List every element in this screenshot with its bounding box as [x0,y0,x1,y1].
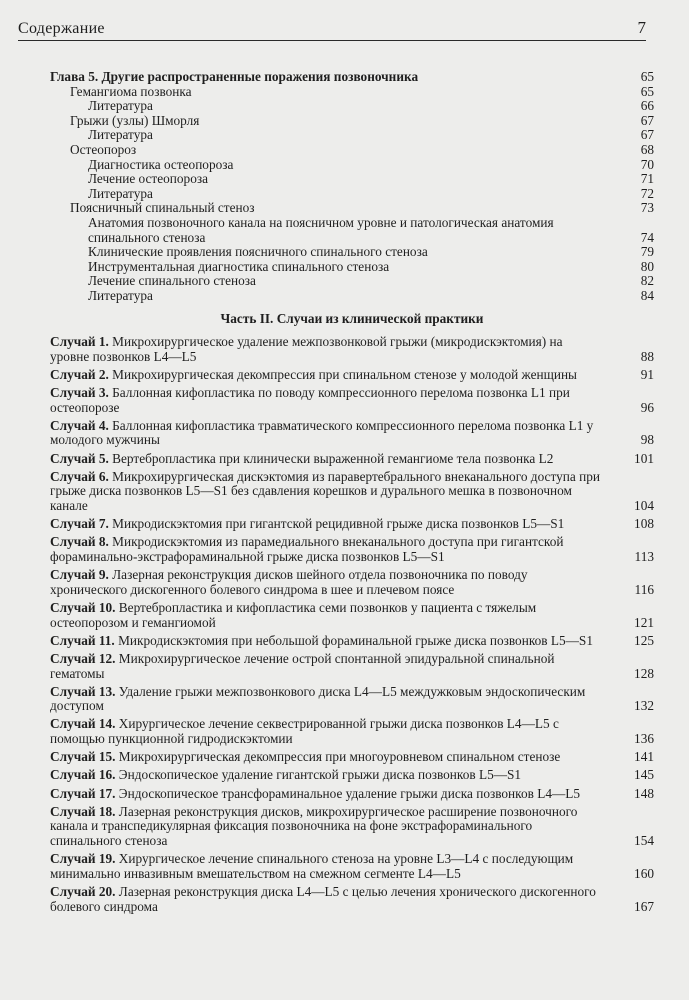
toc-entry[interactable] [50,216,654,245]
case-entry[interactable] [50,601,654,630]
case-label: Случай 13. [50,683,116,699]
case-entry[interactable] [50,368,654,383]
toc-entry-page: 79 [640,244,654,260]
case-entry[interactable] [50,805,654,849]
case-label: Случай 5. [50,450,109,466]
case-page: 88 [640,348,654,364]
case-entry[interactable] [50,452,654,467]
toc-entry[interactable] [50,274,654,289]
case-label: Случай 16. [50,767,116,783]
case-label: Случай 14. [50,716,116,732]
toc-entry-page: 70 [640,156,654,172]
case-page: 121 [634,614,654,630]
case-label: Случай 12. [50,650,116,666]
toc-entry-page: 74 [640,229,654,245]
case-title: Хирургическое лечение секвестрированной грыжи диска позвонков L4—L5 с помощью пункционной гидродискэктомии [50,716,559,747]
case-entry[interactable] [50,852,654,881]
case-entry-text [50,852,602,881]
toc-entry-page: 84 [640,287,654,303]
toc-entry-title: Лечение спинального стеноза [88,273,256,289]
case-title: Лазерная реконструкция диска L4—L5 с целью лечения хронического дискогенного болевого синдрома [50,883,596,914]
case-entry-text [50,717,602,746]
case-title: Микродискэктомия при небольшой фораминальной грыже диска позвонков L5—S1 [118,632,593,648]
case-page: 167 [634,898,654,914]
toc-entry-title: Остеопороз [70,141,137,157]
case-entry[interactable] [50,750,654,765]
toc-entry-page: 66 [640,98,654,114]
case-label: Случай 18. [50,803,116,819]
case-label: Случай 19. [50,851,116,867]
case-entry-text [50,535,602,564]
case-title: Микрохирургическое удаление межпозвонковой грыжи (микродискэктомия) на уровне позвонков L4—L5 [50,334,563,364]
case-label: Случай 8. [50,534,109,550]
case-entry[interactable] [50,885,654,914]
case-page: 116 [634,581,654,597]
toc-entry-title: Литература [88,127,153,143]
toc-entry[interactable] [50,128,654,143]
chapter-entry[interactable] [50,70,654,85]
case-label: Случай 20. [50,883,116,899]
case-title: Удаление грыжи межпозвонкового диска L4—L5 междужковым эндоскопическим доступом [50,683,586,714]
toc-entry-title: Анатомия позвоночного канала на поясничном уровне и патологическая анатомия спинального стеноза [88,214,554,245]
case-entry[interactable] [50,568,654,597]
case-entry-text [50,768,602,783]
case-title: Микрохирургическая декомпрессия при многоуровневом спинальном стенозе [118,749,561,765]
case-page: 101 [634,450,654,466]
case-entry[interactable] [50,717,654,746]
case-page: 145 [634,767,654,783]
toc-entry[interactable] [50,187,654,202]
case-entry[interactable] [50,768,654,783]
case-entry-text [50,601,602,630]
case-entry[interactable] [50,787,654,802]
case-page: 113 [634,548,654,564]
toc-entry[interactable] [50,260,654,275]
case-entry-text [50,750,602,765]
case-entry[interactable] [50,386,654,415]
case-entry[interactable] [50,335,654,364]
running-header [18,18,646,41]
toc-entry-page: 82 [640,273,654,289]
case-page: 98 [640,432,654,448]
toc-entry-title: Литература [88,185,153,201]
toc-entry[interactable] [50,143,654,158]
case-entry-text [50,368,602,383]
table-of-contents [50,70,654,918]
case-title: Эндоскопическое трансфораминальное удаление грыжи диска позвонков L4—L5 [118,785,581,801]
case-entry[interactable] [50,652,654,681]
case-entry-text [50,386,602,415]
case-title: Вертебропластика и кифопластика семи позвонков у пациента с тяжелым остеопорозом и гемангиомой [50,599,537,630]
toc-entry-title: Гемангиома позвонка [70,83,192,99]
case-entry[interactable] [50,634,654,649]
toc-entry[interactable] [50,172,654,187]
case-label: Случай 3. [50,385,109,401]
toc-entry-page: 80 [640,258,654,274]
toc-entry[interactable] [50,201,654,216]
toc-entry-title: Грыжи (узлы) Шморля [70,112,200,128]
case-page: 154 [634,833,654,848]
case-label: Случай 11. [50,632,115,648]
toc-entry-page: 72 [640,185,654,201]
chapter-title: Глава 5. Другие распространенные поражения позвоночника [50,69,419,84]
case-title: Вертебропластика при клинически выраженной гемангиоме тела позвонка L2 [112,450,554,466]
case-page: 104 [634,498,654,513]
case-label: Случай 15. [50,749,116,765]
case-entry-text [50,805,602,849]
case-title: Баллонная кифопластика по поводу компрессионного перелома позвонка L1 при остеопорозе [50,385,570,415]
case-title: Микрохирургическое лечение острой спонтанной эпидуральной спинальной гематомы [50,650,555,681]
case-page: 108 [634,516,654,532]
toc-entry-title: Клинические проявления поясничного спинального стеноза [88,244,428,260]
case-entry-text [50,470,602,514]
toc-entry[interactable] [50,245,654,260]
case-title: Микродискэктомия из парамедиального внеканального доступа при гигантской фораминально-экстрафораминальной грыже диска позвонков L5—S1 [50,534,564,564]
toc-entry-title: Литература [88,98,153,114]
case-page: 160 [634,865,654,881]
case-entry-text [50,452,602,467]
case-entry[interactable] [50,685,654,714]
toc-entry-title: Поясничный спинальный стеноз [70,200,255,216]
case-entry[interactable] [50,517,654,532]
case-page: 91 [640,366,654,382]
case-title: Хирургическое лечение спинального стеноза на уровне L3—L4 с последующим минимально инвазивным вмешательством на смежном сегменте L4—L5 [50,851,574,881]
chapter-page: 65 [640,69,654,84]
case-title: Микродискэктомия при гигантской рецидивной грыже диска позвонков L5—S1 [112,516,565,532]
case-title: Лазерная реконструкция дисков шейного отдела позвоночника по поводу хронического дискогенного болевого синдрома в шее и плечевом поясе [50,567,528,597]
case-entry[interactable] [50,535,654,564]
part-heading: Часть II. Случаи из клинической практики [220,310,484,326]
toc-entry-title: Инструментальная диагностика спинального стеноза [88,258,390,274]
case-label: Случай 1. [50,334,109,350]
case-label: Случай 4. [50,417,109,433]
case-entry-text [50,634,602,649]
case-entry-text [50,568,602,597]
case-title: Эндоскопическое удаление гигантской грыжи диска позвонков L5—S1 [118,767,522,783]
case-entry[interactable] [50,419,654,448]
case-label: Случай 2. [50,366,109,382]
case-label: Случай 10. [50,599,116,615]
case-entry-text [50,419,602,448]
case-entry[interactable] [50,470,654,514]
case-page: 125 [634,632,654,648]
toc-entry-title: Лечение остеопороза [88,171,209,187]
toc-entry-page: 65 [640,83,654,99]
toc-entry-title: Диагностика остеопороза [88,156,234,172]
case-page: 141 [634,749,654,765]
case-list [50,335,654,914]
case-title: Микрохирургическая декомпрессия при спинальном стенозе у молодой женщины [112,366,577,382]
case-entry-text [50,685,602,714]
toc-entry[interactable] [50,114,654,129]
case-page: 136 [634,731,654,747]
toc-entry-title: Литература [88,287,153,303]
case-entry-text [50,787,602,802]
case-page: 132 [634,698,654,714]
page-number: 7 [637,18,646,37]
section-list [50,85,654,304]
case-title: Лазерная реконструкция дисков, микрохирургическое расширение позвоночного канала и транспедикулярная фиксация позвоночника на фоне экстрафораминального спинального стеноза [50,803,578,848]
toc-entry-page: 67 [640,127,654,143]
case-entry-text [50,335,602,364]
toc-entry[interactable] [50,158,654,173]
running-title: Содержание [18,20,105,37]
case-entry-text [50,652,602,681]
case-title: Микрохирургическая дискэктомия из паравертебрального внеканального доступа при грыже диска позвонков L5—S1 без сдавления корешков и дурального мешка в позвоночном канале [50,468,600,513]
case-entry-text [50,885,602,914]
toc-entry-page: 68 [640,141,654,157]
toc-entry[interactable] [50,99,654,114]
case-label: Случай 7. [50,516,109,532]
case-page: 148 [634,785,654,801]
case-page: 128 [634,665,654,681]
case-page: 96 [640,399,654,415]
case-title: Баллонная кифопластика травматического компрессионного перелома позвонка L1 у молодого мужчины [50,417,594,448]
toc-entry[interactable] [50,85,654,100]
case-entry-text [50,517,602,532]
toc-entry-page: 71 [640,171,654,187]
toc-entry-page: 67 [640,112,654,128]
case-label: Случай 6. [50,468,109,484]
toc-entry[interactable] [50,289,654,304]
case-label: Случай 9. [50,567,109,583]
toc-entry-page: 73 [640,200,654,216]
case-label: Случай 17. [50,785,116,801]
